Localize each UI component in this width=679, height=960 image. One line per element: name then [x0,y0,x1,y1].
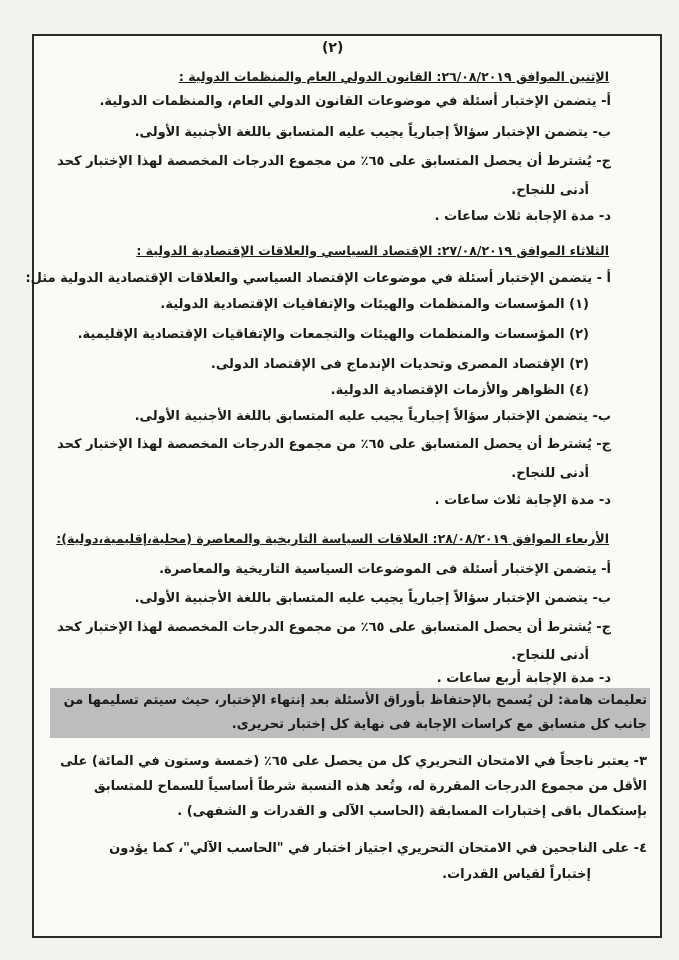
tuesday-sub-2: (٢) المؤسسات والمنظمات والهيئات والتجمعات والإتفاقيات الإقتصادية الإقليمية. [77,327,589,342]
instructions-line-2: جانب كل متسابق مع كراسات الإجابة فى نهاية كل إختبار تحريرى. [231,717,647,732]
tuesday-item-a: أ - يتضمن الإختبار أسئلة في موضوعات الإقتصاد السياسي والعلاقات الإقتصادية الدولية مثل: [25,271,611,286]
tuesday-item-c-cont: أدنى للنجاح. [511,466,589,481]
wednesday-item-b: ب- يتضمن الإختبار سؤالاً إجبارياً يجيب عليه المتسابق باللغة الأجنبية الأولى. [134,591,611,606]
monday-item-b: ب- يتضمن الإختبار سؤالاً إجبارياً يجيب عليه المتسابق باللغة الأجنبية الأولى. [134,125,611,140]
tuesday-item-b: ب- يتضمن الإختبار سؤالاً إجبارياً يجيب عليه المتسابق باللغة الأجنبية الأولى. [134,409,611,424]
tuesday-item-d: د- مدة الإجابة ثلاث ساعات . [434,493,611,508]
tuesday-item-c: ج- يُشترط أن يحصل المتسابق على ٦٥٪ من مجموع الدرجات المخصصة لهذا الإختبار كحد [57,437,611,452]
item-4-line-1: ٤- على الناجحين في الامتحان التحريري اجتياز اختبار في "الحاسب الآلي"، كما يؤدون [109,841,647,856]
tuesday-sub-3: (٣) الإقتصاد المصرى وتحديات الإندماج فى الإقتصاد الدولى. [210,357,589,372]
wednesday-item-a: أ- يتضمن الإختبار أسئلة فى الموضوعات السياسية التاريخية والمعاصرة. [159,562,611,577]
instructions-line-1: تعليمات هامة: لن يُسمح بالإحتفاظ بأوراق الأسئلة بعد إنتهاء الإختبار، حيث سيتم تسليمها من [63,693,647,708]
item-3-line-2: الأقل من مجموع الدرجات المقررة له، وتُعد هذه النسبة شرطاً أساسياً للسماح للمتسابق [94,779,647,794]
monday-item-c-cont: أدنى للنجاح. [511,183,589,198]
monday-title: الإثنين الموافق ٢٦/٠٨/٢٠١٩: القانون الدولي العام والمنظمات الدولية : [178,69,609,84]
tuesday-sub-4: (٤) الظواهر والأزمات الإقتصادية الدولية. [330,383,589,398]
wednesday-item-c: ج- يُشترط أن يحصل المتسابق على ٦٥٪ من مجموع الدرجات المخصصة لهذا الإختبار كحد [57,620,611,635]
wednesday-title: الأربعاء الموافق ٢٨/٠٨/٢٠١٩: العلاقات السياسة التاريخية والمعاصرة (محلية،إقليمية،دولية): [56,531,609,546]
item-3-line-3: بإستكمال باقى إختبارات المسابقة (الحاسب الآلى و القدرات و الشفهى) . [177,804,647,819]
monday-item-d: د- مدة الإجابة ثلاث ساعات . [434,209,611,224]
item-3-line-1: ٣- يعتبر ناجحاً في الامتحان التحريري كل من يحصل على ٦٥٪ (خمسة وستون في المائة) على [60,754,647,769]
wednesday-item-d: د- مدة الإجابة أربع ساعات . [436,671,611,686]
page-number: (٢) [322,40,344,56]
tuesday-sub-1: (١) المؤسسات والمنظمات والهيئات والإتفاقيات الإقتصادية الدولية. [160,297,589,312]
item-4-line-2: إختباراً لقياس القدرات. [442,867,591,882]
monday-item-c: ج- يُشترط أن يحصل المتسابق على ٦٥٪ من مجموع الدرجات المخصصة لهذا الإختبار كحد [57,154,611,169]
monday-item-a: أ- يتضمن الإختبار أسئلة في موضوعات القانون الدولي العام، والمنظمات الدولية. [99,94,611,109]
tuesday-title: الثلاثاء الموافق ٢٧/٠٨/٢٠١٩: الإقتصاد السياسي والعلاقات الإقتصادية الدولية : [136,243,609,258]
wednesday-item-c-cont: أدنى للنجاح. [511,648,589,663]
